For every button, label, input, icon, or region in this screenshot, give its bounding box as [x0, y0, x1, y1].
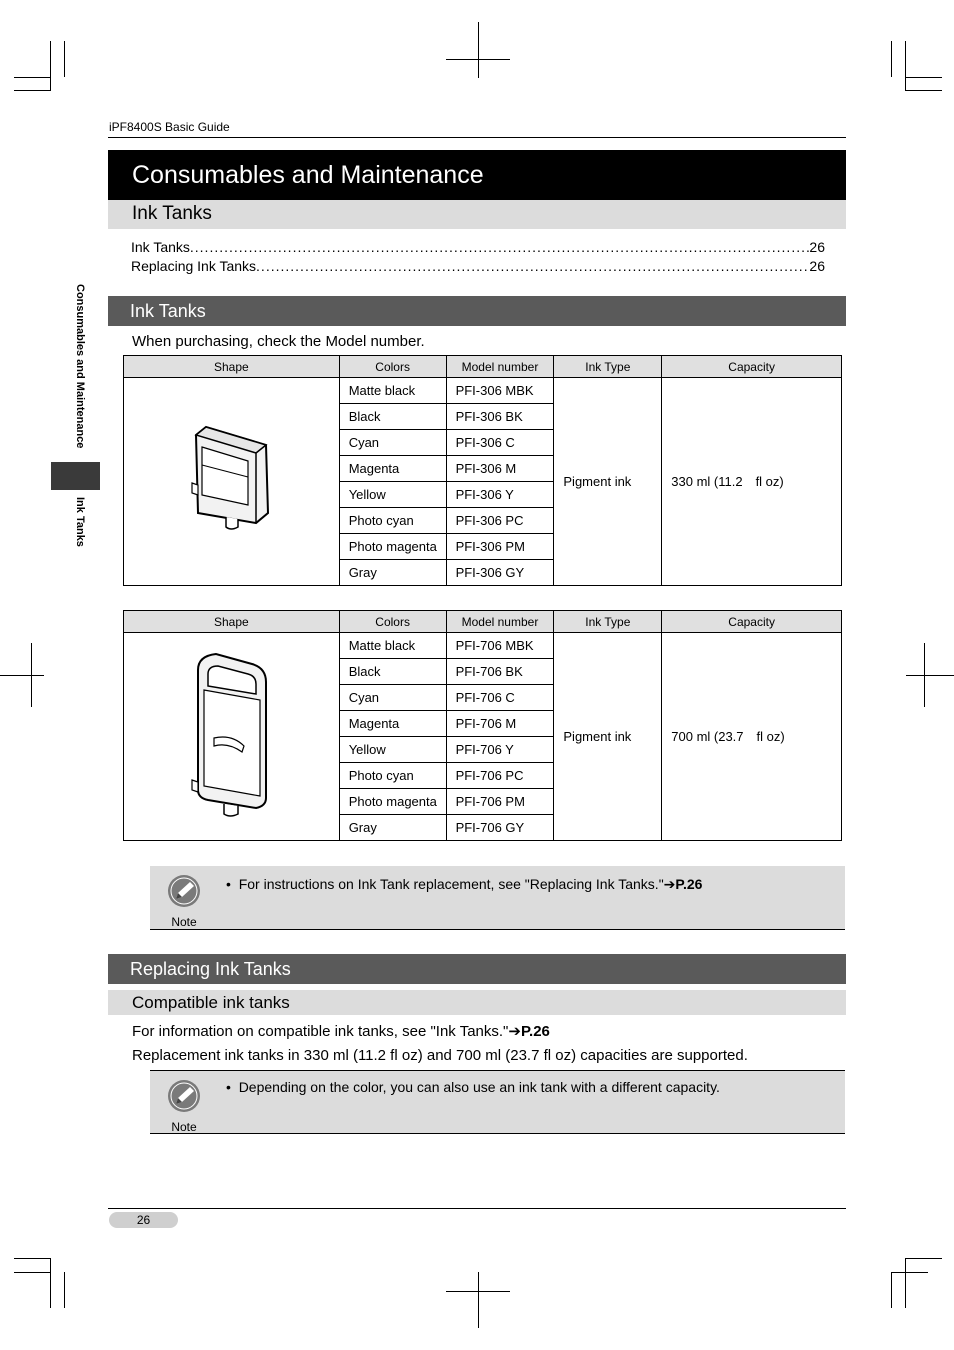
ink-table-330 [123, 355, 842, 586]
color-cell: Photo magenta [339, 789, 446, 815]
compatible-line-1 [132, 1022, 550, 1040]
compatible-heading: Compatible ink tanks [108, 990, 846, 1015]
model-cell: PFI-706 MBK [446, 633, 554, 659]
col-capacity: Capacity [662, 611, 842, 633]
footer-divider [108, 1208, 846, 1209]
pencil-icon [167, 874, 201, 908]
col-model: Model number [446, 611, 554, 633]
note-body: For instructions on Ink Tank replacement, see "Replacing Ink Tanks." [238, 876, 664, 892]
bullet: • [226, 876, 239, 892]
guide-title: iPF8400S Basic Guide [109, 120, 230, 134]
color-cell: Matte black [339, 633, 446, 659]
toc-page: 26 [809, 258, 825, 274]
color-cell: Cyan [339, 685, 446, 711]
color-cell: Photo cyan [339, 763, 446, 789]
capacity-cell: 330 ml (11.2 fl oz) [662, 378, 842, 586]
model-cell: PFI-306 Y [446, 482, 554, 508]
col-model: Model number [446, 356, 554, 378]
note-text [226, 1079, 720, 1095]
ink-tank-700-image [124, 633, 340, 841]
replacing-heading: Replacing Ink Tanks [108, 954, 846, 984]
side-nav-marker [51, 462, 100, 490]
model-cell: PFI-706 C [446, 685, 554, 711]
col-colors: Colors [339, 356, 446, 378]
color-cell: Magenta [339, 456, 446, 482]
color-cell: Gray [339, 815, 446, 841]
col-ink-type: Ink Type [554, 611, 662, 633]
ink-table-700 [123, 610, 842, 841]
table-row [124, 633, 842, 659]
col-shape: Shape [124, 356, 340, 378]
toc-label: Replacing Ink Tanks [131, 258, 257, 274]
col-shape: Shape [124, 611, 340, 633]
color-cell: Cyan [339, 430, 446, 456]
page-ref-link[interactable]: P.26 [520, 1023, 550, 1040]
model-cell: PFI-706 Y [446, 737, 554, 763]
note-icon-group [167, 1079, 201, 1134]
toc-label: Ink Tanks [131, 239, 190, 255]
bullet: • [226, 1079, 239, 1095]
note-box [150, 866, 845, 930]
model-cell: PFI-306 MBK [446, 378, 554, 404]
note-label: Note [171, 1120, 197, 1134]
compatible-line-2: Replacement ink tanks in 330 ml (11.2 fl oz) and 700 ml (23.7 fl oz) capacities are supported. [132, 1047, 748, 1064]
color-cell: Black [339, 659, 446, 685]
side-nav-section: Ink Tanks [74, 497, 86, 547]
page-number: 26 [109, 1212, 178, 1228]
color-cell: Photo magenta [339, 534, 446, 560]
model-cell: PFI-706 PM [446, 789, 554, 815]
note-box [150, 1070, 845, 1134]
ink-tank-330-image [124, 378, 340, 586]
color-cell: Gray [339, 560, 446, 586]
color-cell: Yellow [339, 737, 446, 763]
toc-leader [256, 258, 809, 274]
note-label: Note [171, 915, 197, 929]
model-cell: PFI-706 PC [446, 763, 554, 789]
note-body: Depending on the color, you can also use an ink tank with a different capacity. [238, 1079, 720, 1095]
capacity-cell: 700 ml (23.7 fl oz) [662, 633, 842, 841]
table-header-row [124, 611, 842, 633]
color-cell: Yellow [339, 482, 446, 508]
col-colors: Colors [339, 611, 446, 633]
chapter-title: Consumables and Maintenance [108, 150, 846, 200]
toc-leader [190, 239, 810, 255]
model-cell: PFI-706 M [446, 711, 554, 737]
model-cell: PFI-706 GY [446, 815, 554, 841]
header-divider [108, 137, 846, 138]
ink-type-cell: Pigment ink [554, 378, 662, 586]
table-header-row [124, 356, 842, 378]
color-cell: Matte black [339, 378, 446, 404]
model-cell: PFI-306 BK [446, 404, 554, 430]
color-cell: Photo cyan [339, 508, 446, 534]
col-capacity: Capacity [662, 356, 842, 378]
model-cell: PFI-306 PC [446, 508, 554, 534]
color-cell: Black [339, 404, 446, 430]
table-row [124, 378, 842, 404]
toc-item-ink-tanks[interactable] [131, 239, 825, 257]
note-icon-group [167, 874, 201, 929]
section-title: Ink Tanks [108, 200, 846, 229]
note-text [226, 876, 702, 893]
model-cell: PFI-306 M [446, 456, 554, 482]
side-nav-chapter: Consumables and Maintenance [74, 284, 86, 449]
arrow-right-icon: ➔ [508, 1023, 521, 1040]
model-cell: PFI-306 GY [446, 560, 554, 586]
model-cell: PFI-306 C [446, 430, 554, 456]
ink-type-cell: Pigment ink [554, 633, 662, 841]
arrow-right-icon: ➔ [663, 876, 676, 892]
toc-page: 26 [809, 239, 825, 255]
color-cell: Magenta [339, 711, 446, 737]
toc-item-replacing-ink-tanks[interactable] [131, 258, 825, 276]
model-cell: PFI-306 PM [446, 534, 554, 560]
model-cell: PFI-706 BK [446, 659, 554, 685]
ink-tanks-intro: When purchasing, check the Model number. [132, 333, 425, 350]
ink-tanks-heading: Ink Tanks [108, 296, 846, 326]
pencil-icon [167, 1079, 201, 1113]
col-ink-type: Ink Type [554, 356, 662, 378]
compatible-text: For information on compatible ink tanks, see "Ink Tanks." [132, 1023, 509, 1040]
page-ref-link[interactable]: P.26 [675, 876, 703, 892]
